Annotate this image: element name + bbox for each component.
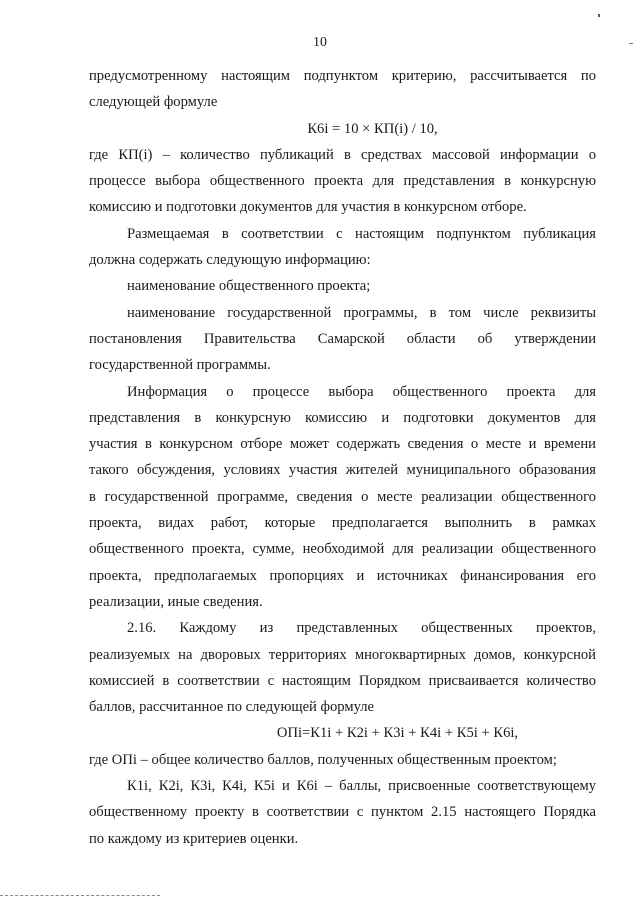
- text-line: следующей формуле: [89, 94, 218, 111]
- text-line: К1i, К2i, К3i, К4i, К5i и К6i – баллы, присвоенные соответствующему: [127, 778, 596, 795]
- text-line: предусмотренному настоящим подпунктом критерию, рассчитывается по: [89, 68, 596, 84]
- text-line: государственной программы.: [89, 357, 271, 374]
- text-line: представления в конкурсную комиссию и подготовки документов для: [89, 409, 596, 426]
- formula-k6: К6i = 10 × КП(i) / 10,: [307, 120, 438, 137]
- document-body: [89, 63, 596, 852]
- text-line: в государственной программе, сведения о месте реализации общественного: [89, 488, 596, 505]
- text-line: проекта, предполагаемых пропорциях и источниках финансирования его: [89, 567, 596, 584]
- text-line: проекта, видах работ, которые предполагается выполнить в рамках: [89, 515, 596, 532]
- text-line: где КП(i) – количество публикаций в средствах массовой информации о: [89, 146, 596, 163]
- page-number: 10: [313, 35, 327, 50]
- text-line: Размещаемая в соответствии с настоящим подпунктом публикация: [127, 225, 596, 242]
- scan-edge-line: [0, 895, 160, 897]
- text-line: наименование государственной программы, в том числе реквизиты: [127, 304, 596, 321]
- text-line: такого обсуждения, условиях участия жителей муниципального образования: [89, 462, 596, 479]
- text-line: участия в конкурсном отборе может содержать сведения о месте и времени: [89, 436, 596, 453]
- text-line: по каждому из критериев оценки.: [89, 830, 299, 847]
- scan-mark: [598, 14, 600, 17]
- text-line: процессе выбора общественного проекта для представления в конкурсную: [89, 173, 596, 190]
- text-line: Информация о процессе выбора общественного проекта для: [127, 383, 596, 400]
- text-line: где ОПi – общее количество баллов, полученных общественным проектом;: [89, 751, 557, 768]
- text-line: баллов, рассчитанное по следующей формуле: [89, 699, 374, 716]
- formula-opi: ОПi=К1i + К2i + К3i + К4i + К5i + К6i,: [276, 725, 519, 742]
- text-line: наименование общественного проекта;: [127, 278, 371, 295]
- text-line: реализуемых на дворовых территориях многоквартирных домов, конкурсной: [89, 646, 596, 663]
- text-line: общественному проекту в соответствии с пунктом 2.15 настоящего Порядка: [89, 804, 596, 821]
- text-line: должна содержать следующую информацию:: [89, 252, 371, 269]
- text-line: реализации, иные сведения.: [89, 593, 263, 610]
- text-line: общественного проекта, сумме, необходимой для реализации общественного: [89, 541, 596, 558]
- text-line: 2.16. Каждому из представленных общественных проектов,: [127, 620, 596, 637]
- text-line: постановления Правительства Самарской области об утверждении: [89, 330, 596, 347]
- text-line: комиссию и подготовки документов для участия в конкурсном отборе.: [89, 199, 527, 216]
- text-line: комиссией в соответствии с настоящим Порядком присваивается количество: [89, 672, 596, 689]
